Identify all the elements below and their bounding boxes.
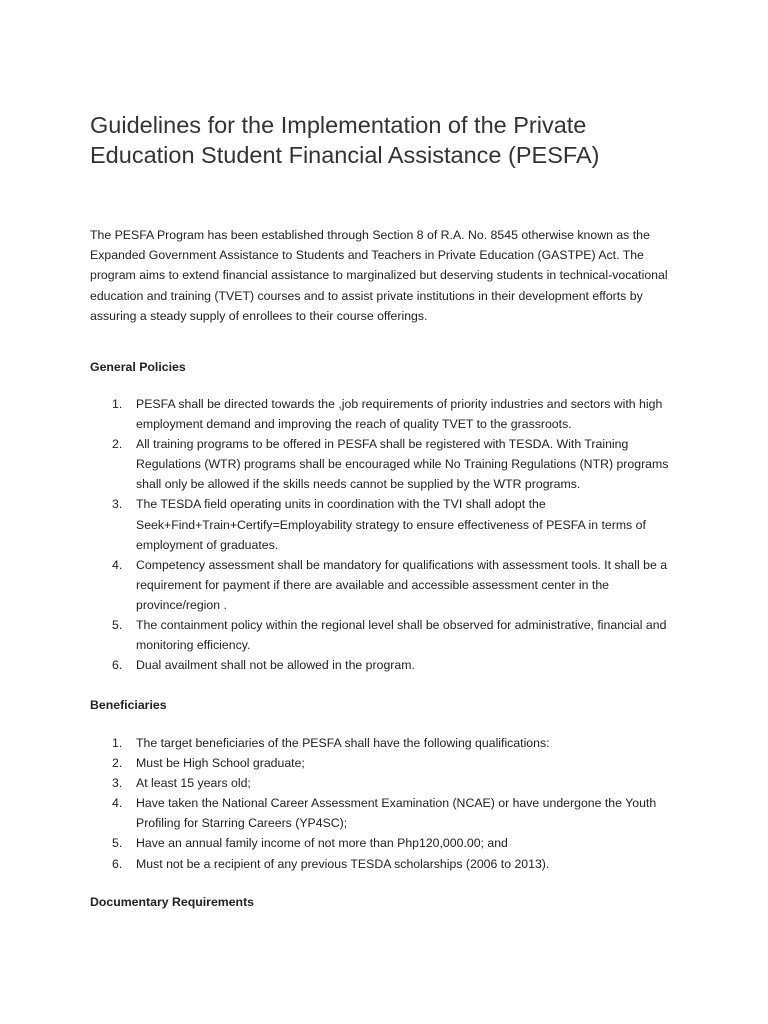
beneficiaries-list [90,733,690,874]
beneficiaries-heading: Beneficiaries [90,698,167,712]
list-item: 6. Dual availment shall not be allowed in the program. [112,658,415,673]
list-item: 3. At least 15 years old; [112,776,251,791]
list-item: 6. Must not be a recipient of any previous TESDA scholarships (2006 to 2013). [112,856,550,871]
general-policies-list [90,394,690,675]
list-item: 5. Have an annual family income of not more than Php120,000.00; and [112,836,508,851]
list-item: 1. The target beneficiaries of the PESFA shall have the following qualifications: [112,736,550,750]
list-item: 4. Have taken the National Career Assessment Examination (NCAE) or have undergone the Youth Profiling for Starring Careers (YP4SC); [112,796,657,831]
list-item: 3. The TESDA field operating units in coordination with the TVI shall adopt the Seek+Find+Train+Certify=Employability strategy to ensure effectiveness of PESFA in terms of employment of graduates. [112,497,646,552]
general-policies-heading: General Policies [90,360,186,374]
documentary-requirements-heading: Documentary Requirements [90,895,255,909]
page-title: Guidelines for the Implementation of the Private Education Student Financial Assistance (PESFA) [90,112,600,168]
list-item: 2. All training programs to be offered in PESFA shall be registered with TESDA. With Training Regulations (WTR) programs shall be encouraged while No Training Regulations (NTR) programs shall only be allowed if the skills needs cannot be supplied by the WTR programs. [112,437,669,492]
intro-paragraph: The PESFA Program has been established through Section 8 of R.A. No. 8545 otherwise known as the Expanded Government Assistance to Students and Teachers in Private Education (GASTPE) Act. The program aims to extend financial assistance to marginalized but deserving students in technical-vocational education and training (TVET) courses and to assist private institutions in their development efforts by assuring a steady supply of enrollees to their course offerings. [90,228,668,323]
list-item: 1. PESFA shall be directed towards the ,job requirements of priority industries and sectors with high employment demand and improving the reach of quality TVET to the grassroots. [112,397,663,432]
list-item: 4. Competency assessment shall be mandatory for qualifications with assessment tools. It shall be a requirement for payment if there are available and accessible assessment center in the province/region . [112,557,668,612]
list-item: 5. The containment policy within the regional level shall be observed for administrative, financial and monitoring efficiency. [112,618,667,653]
list-item: 2. Must be High School graduate; [112,756,305,771]
